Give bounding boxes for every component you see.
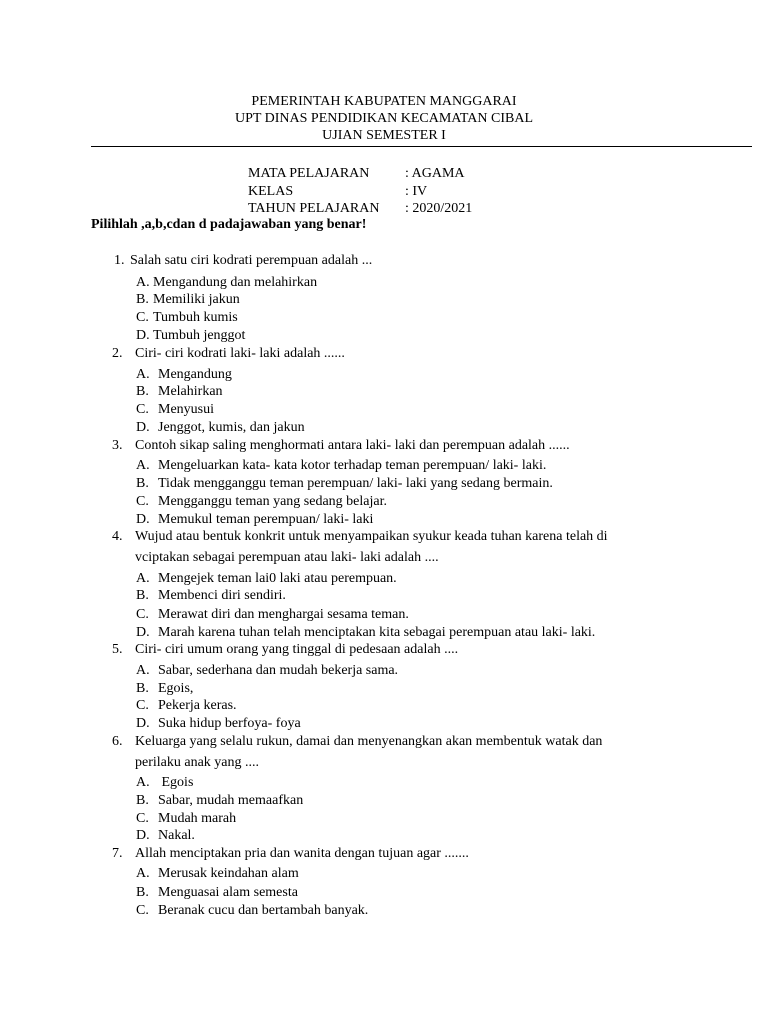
question-text: perilaku anak yang .... — [135, 755, 260, 770]
meta-label: KELAS — [248, 183, 294, 199]
header-line-department: UPT DINAS PENDIDIKAN KECAMATAN CIBAL — [234, 111, 534, 126]
header-divider — [91, 146, 752, 147]
option-text: Merawat diri dan menghargai sesama teman. — [158, 607, 409, 622]
option-letter: B. — [136, 793, 149, 808]
question-text: Contoh sikap saling menghormati antara laki- laki dan perempuan adalah ...... — [135, 438, 570, 453]
option-letter: C. — [136, 310, 149, 325]
header-line-government: PEMERINTAH KABUPATEN MANGGARAI — [251, 94, 517, 109]
option-text: Memiliki jakun — [153, 292, 240, 307]
option-text: Mengejek teman lai0 laki atau perempuan. — [158, 571, 397, 586]
option-text: Merusak keindahan alam — [158, 866, 299, 881]
option-text: Beranak cucu dan bertambah banyak. — [158, 903, 369, 918]
meta-value: : AGAMA — [405, 166, 465, 181]
option-letter: B. — [136, 681, 149, 696]
exam-meta — [248, 165, 472, 218]
question-text: Allah menciptakan pria dan wanita dengan tujuan agar ....... — [135, 846, 469, 861]
option-text: Mengandung — [158, 367, 232, 382]
option-letter: D. — [136, 420, 150, 435]
option-text: Menguasai alam semesta — [158, 885, 298, 900]
option-text: Mengandung dan melahirkan — [153, 275, 318, 290]
option-letter: A. — [136, 367, 150, 382]
option-text: Marah karena tuhan telah menciptakan kita sebagai perempuan atau laki- laki. — [158, 625, 596, 640]
option-letter: C. — [136, 698, 149, 713]
question-text: Wujud atau bentuk konkrit untuk menyampaikan syukur keada tuhan karena telah di — [135, 529, 608, 544]
question-text: Ciri- ciri umum orang yang tinggal di pedesaan adalah .... — [135, 642, 459, 657]
option-letter: C. — [136, 811, 149, 826]
instruction-text: Pilihlah ,a,b,cdan d padajawaban yang benar! — [91, 217, 367, 232]
meta-subject — [248, 165, 472, 183]
meta-value: : 2020/2021 — [405, 201, 473, 216]
option-text: Nakal. — [158, 828, 195, 843]
option-letter: B. — [136, 588, 149, 603]
option-letter: B. — [136, 292, 149, 307]
question-text: Salah satu ciri kodrati perempuan adalah ... — [130, 253, 373, 268]
option-text: Melahirkan — [158, 384, 223, 399]
question-number: 3. — [112, 438, 123, 453]
option-text: Memukul teman perempuan/ laki- laki — [158, 512, 374, 527]
option-text: Menyusui — [158, 402, 214, 417]
meta-value: : IV — [405, 183, 428, 199]
question-text: vciptakan sebagai perempuan atau laki- laki adalah .... — [135, 550, 439, 565]
meta-year — [248, 200, 472, 218]
question-number: 7. — [112, 846, 123, 861]
option-letter: A. — [136, 663, 150, 678]
option-letter: C. — [136, 903, 149, 918]
option-letter: A. — [136, 866, 150, 881]
header-line-exam: UJIAN SEMESTER I — [322, 128, 446, 143]
option-letter: B. — [136, 476, 149, 491]
question-text: Keluarga yang selalu rukun, damai dan menyenangkan akan membentuk watak dan — [135, 734, 603, 749]
meta-label: MATA PELAJARAN — [248, 166, 370, 181]
option-text: Mengganggu teman yang sedang belajar. — [158, 494, 387, 509]
option-letter: A. — [136, 275, 150, 290]
question-text: Ciri- ciri kodrati laki- laki adalah ...... — [135, 346, 345, 361]
option-text: Mengeluarkan kata- kata kotor terhadap teman perempuan/ laki- laki. — [158, 458, 547, 473]
option-text: Tumbuh kumis — [153, 310, 238, 325]
option-letter: D. — [136, 716, 150, 731]
option-letter: C. — [136, 494, 149, 509]
option-text: Suka hidup berfoya- foya — [158, 716, 301, 731]
option-text: Egois — [158, 775, 194, 790]
option-text: Mudah marah — [158, 811, 237, 826]
meta-label: TAHUN PELAJARAN — [248, 201, 380, 216]
option-text: Egois, — [158, 681, 194, 696]
option-letter: C. — [136, 607, 149, 622]
option-text: Sabar, mudah memaafkan — [158, 793, 304, 808]
option-letter: D. — [136, 328, 150, 343]
option-letter: D. — [136, 512, 150, 527]
option-letter: C. — [136, 402, 149, 417]
question-number: 4. — [112, 529, 123, 544]
option-text: Pekerja keras. — [158, 698, 237, 713]
question-number: 2. — [112, 346, 123, 361]
meta-class — [248, 183, 472, 201]
question-number: 5. — [112, 642, 123, 657]
option-text: Sabar, sederhana dan mudah bekerja sama. — [158, 663, 399, 678]
option-text: Tumbuh jenggot — [153, 328, 246, 343]
option-text: Jenggot, kumis, dan jakun — [158, 420, 305, 435]
option-letter: D. — [136, 828, 150, 843]
question-number: 6. — [112, 734, 123, 749]
question-number: 1. — [114, 253, 125, 268]
option-letter: A. — [136, 775, 150, 790]
option-letter: A. — [136, 571, 150, 586]
option-letter: B. — [136, 384, 149, 399]
option-letter: B. — [136, 885, 149, 900]
option-text: Tidak mengganggu teman perempuan/ laki- laki yang sedang bermain. — [158, 476, 553, 491]
option-letter: D. — [136, 625, 150, 640]
document-header — [0, 93, 768, 144]
option-text: Membenci diri sendiri. — [158, 588, 286, 603]
option-letter: A. — [136, 458, 150, 473]
